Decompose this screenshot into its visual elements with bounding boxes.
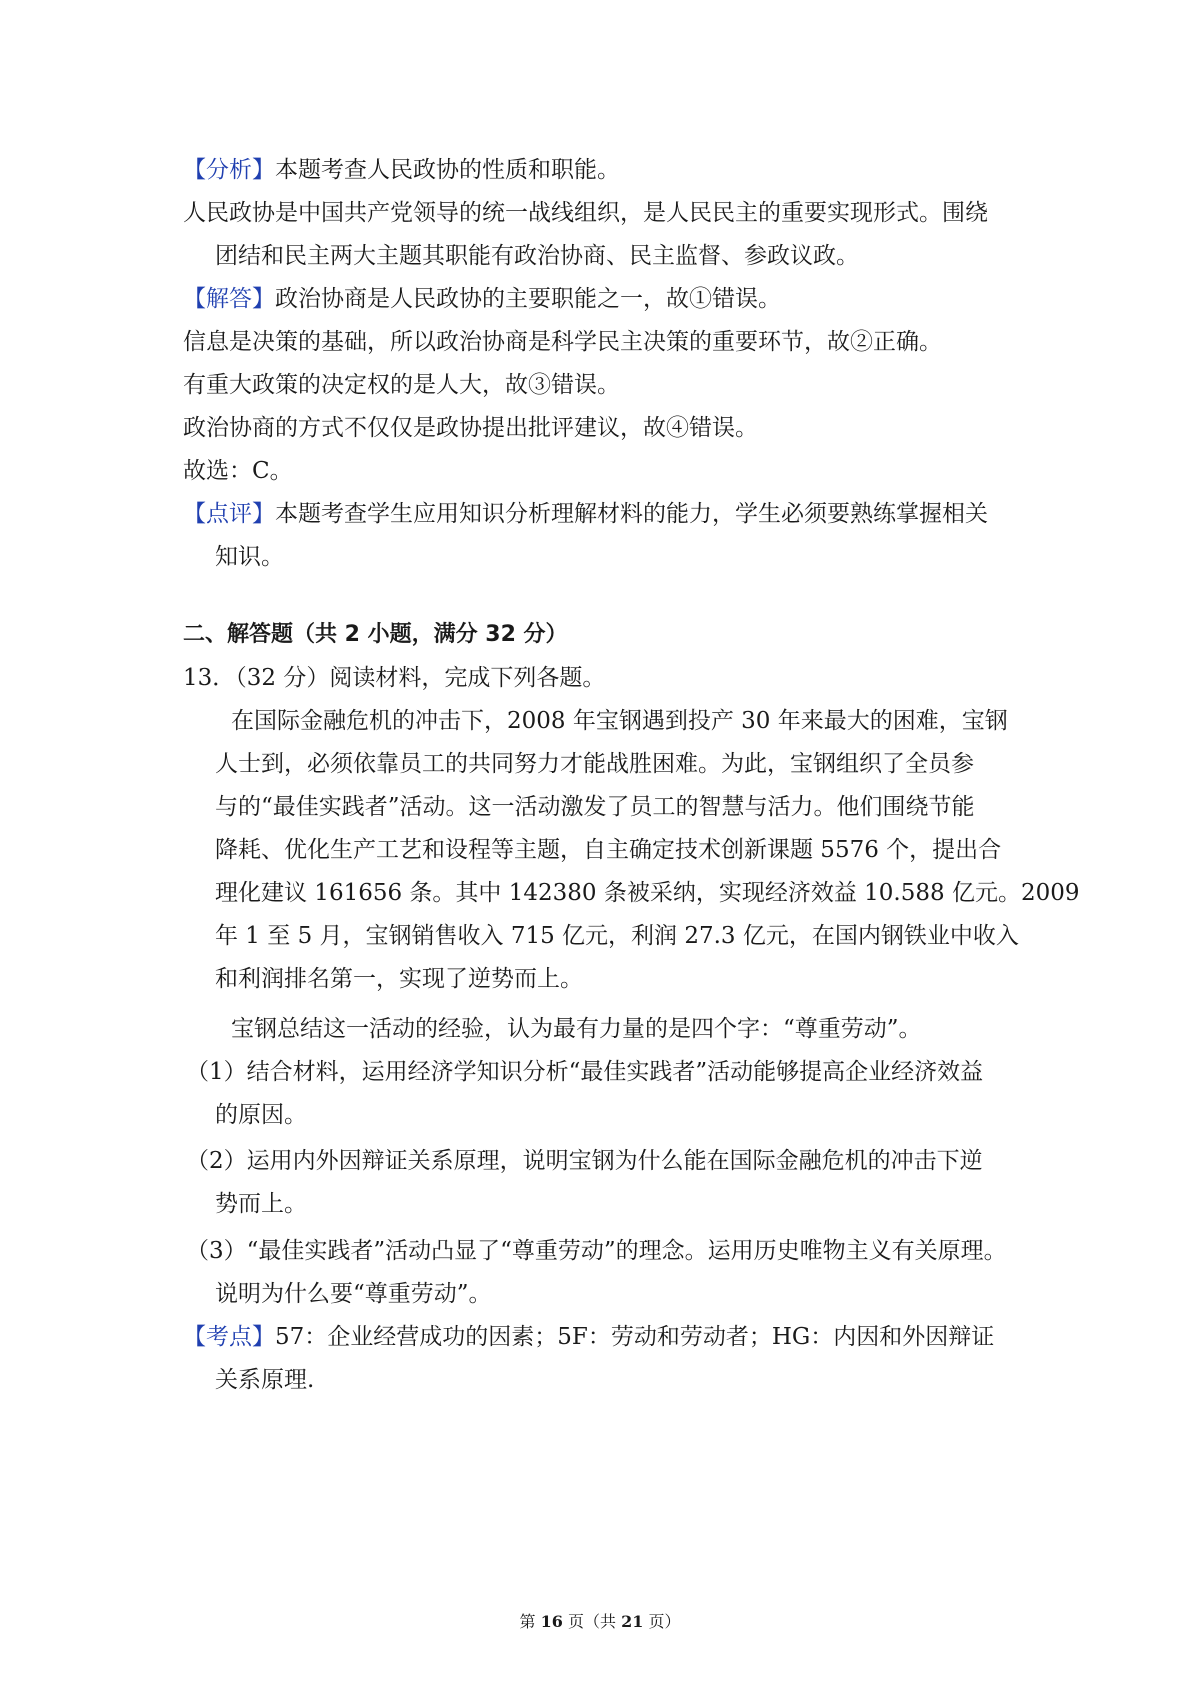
section-heading: 二、解答题（共 2 小题，满分 32 分） (183, 622, 568, 647)
answer-line-2: 信息是决策的基础，所以政治协商是科学民主决策的重要环节，故②正确。 (183, 329, 942, 355)
material-line-6: 年 1 至 5 月，宝钢销售收入 715 亿元，利润 27.3 亿元，在国内钢铁业中收入 (215, 923, 1019, 949)
keypoint-text: 57：企业经营成功的因素；5F：劳动和劳动者；HG：内因和外因辩证 (275, 1324, 995, 1350)
footer-page-number: 16 (540, 1612, 563, 1631)
keypoint-line-2: 关系原理. (215, 1367, 315, 1393)
subquestion-1-cont: 的原因。 (215, 1102, 307, 1128)
footer-total-pages: 21 (621, 1612, 644, 1631)
material-line-1: 在国际金融危机的冲击下，2008 年宝钢遇到投产 30 年来最大的困难，宝钢 (231, 708, 1008, 734)
analysis-text: 本题考查人民政协的性质和职能。 (275, 157, 620, 183)
question-13-stem: 13．（32 分）阅读材料，完成下列各题。 (183, 665, 606, 691)
subquestion-2-cont: 势而上。 (215, 1191, 307, 1217)
subquestion-3-cont: 说明为什么要“尊重劳动”。 (215, 1281, 492, 1307)
material-line-7: 和利润排名第一，实现了逆势而上。 (215, 966, 583, 992)
subquestion-1: （1）结合材料，运用经济学知识分析“最佳实践者”活动能够提高企业经济效益 (186, 1059, 984, 1085)
analysis-line-3: 团结和民主两大主题其职能有政治协商、民主监督、参政议政。 (215, 243, 859, 269)
footer-middle: 页（共 (562, 1612, 622, 1631)
answer-tag: 【解答】 (183, 286, 275, 312)
keypoint-tag: 【考点】 (183, 1324, 275, 1350)
answer-text: 政治协商是人民政协的主要职能之一，故①错误。 (275, 286, 781, 312)
subquestion-3: （3）“最佳实践者”活动凸显了“尊重劳动”的理念。运用历史唯物主义有关原理。 (186, 1238, 1007, 1264)
material-line-4: 降耗、优化生产工艺和设程等主题，自主确定技术创新课题 5576 个，提出合 (215, 837, 1002, 863)
comment-tag: 【点评】 (183, 501, 275, 527)
answer-line-3: 有重大政策的决定权的是人大，故③错误。 (183, 372, 620, 398)
material-summary: 宝钢总结这一活动的经验，认为最有力量的是四个字：“尊重劳动”。 (231, 1016, 922, 1042)
analysis-line-2: 人民政协是中国共产党领导的统一战线组织，是人民民主的重要实现形式。围绕 (183, 200, 988, 226)
choice-line: 故选：C。 (183, 458, 293, 484)
subquestion-2: （2）运用内外因辩证关系原理，说明宝钢为什么能在国际金融危机的冲击下逆 (186, 1148, 983, 1174)
material-line-2: 人士到，必须依靠员工的共同努力才能战胜困难。为此，宝钢组织了全员参 (215, 751, 974, 777)
comment-line-2: 知识。 (215, 544, 284, 570)
comment-line (183, 499, 988, 529)
answer-line-4: 政治协商的方式不仅仅是政协提出批评建议，故④错误。 (183, 415, 758, 441)
material-line-5: 理化建议 161656 条。其中 142380 条被采纳，实现经济效益 10.588 亿元。2009 (215, 880, 1080, 906)
page-footer (0, 1611, 1200, 1633)
material-line-3: 与的“最佳实践者”活动。这一活动激发了员工的智慧与活力。他们围绕节能 (215, 794, 975, 820)
answer-line (183, 284, 781, 314)
footer-suffix: 页） (643, 1612, 681, 1631)
keypoint-line (183, 1322, 994, 1352)
footer-prefix: 第 (519, 1612, 541, 1631)
analysis-tag: 【分析】 (183, 157, 275, 183)
analysis-line (183, 155, 620, 185)
comment-text: 本题考查学生应用知识分析理解材料的能力，学生必须要熟练掌握相关 (275, 501, 988, 527)
